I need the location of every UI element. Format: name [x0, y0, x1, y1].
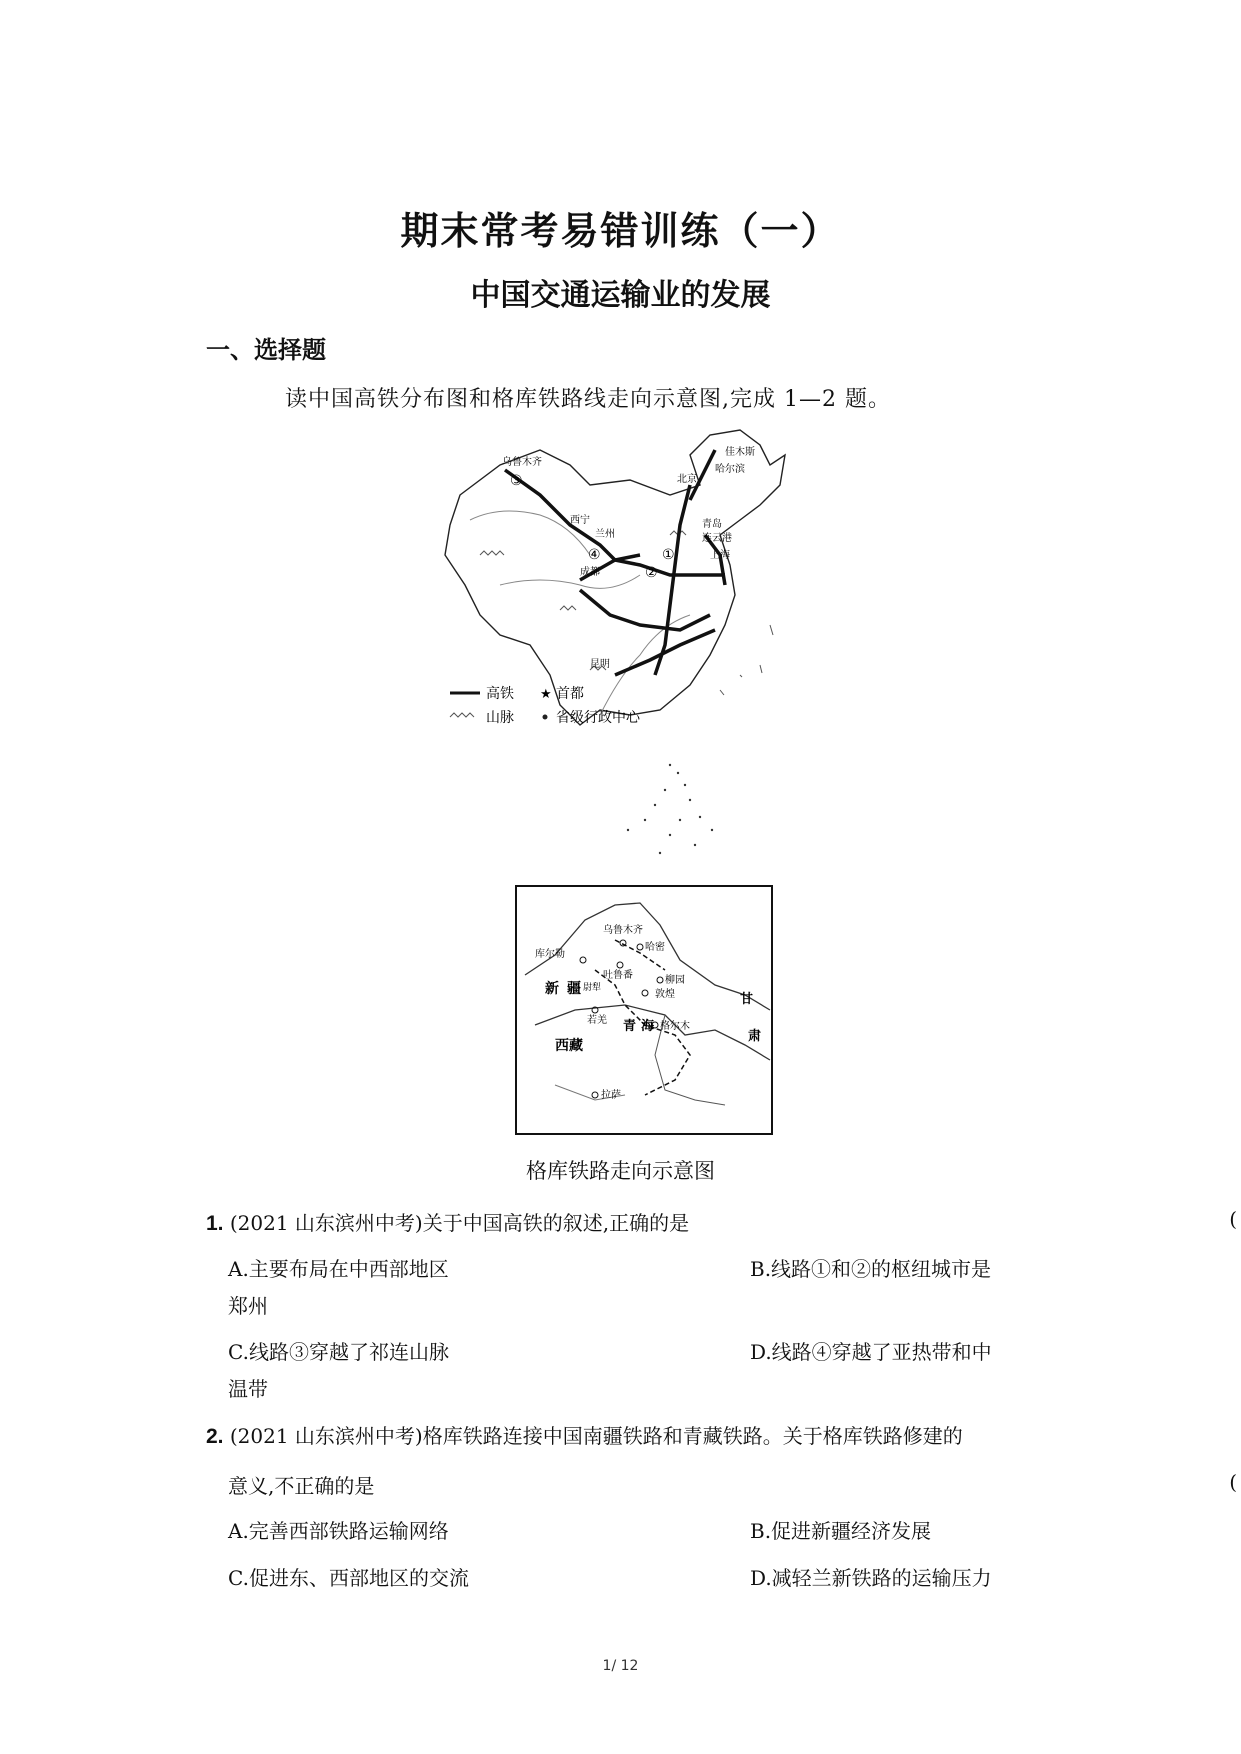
map2-city-label: 吐鲁番 — [603, 970, 633, 981]
region-label: 肃 — [748, 1029, 762, 1044]
map1-city-label: 佳木斯 — [725, 447, 755, 458]
question-number: 1. — [206, 1212, 224, 1235]
golmud-korla-railway-map — [515, 885, 773, 1135]
map2-small-label: 尉犁 — [583, 983, 602, 993]
option-b: B.线路①和②的枢纽城市是 — [750, 1257, 992, 1281]
map1-city-label: 兰州 — [595, 529, 615, 540]
map2-city-label: 乌鲁木齐 — [603, 925, 643, 936]
city-marker — [580, 957, 586, 963]
option-d: D.减轻兰新铁路的运输压力 — [750, 1566, 992, 1590]
map2-city-label: 哈密 — [645, 942, 665, 953]
region-label: 甘 — [740, 992, 754, 1007]
map1-city-label: 连云港 — [702, 533, 732, 544]
intro-text: 读中国高铁分布图和格库铁路线走向示意图,完成 1—2 题。 — [285, 387, 891, 412]
map-caption: 格库铁路走向示意图 — [526, 1159, 715, 1183]
map1-city-label: 上海 — [710, 550, 730, 561]
question-number: 2. — [206, 1425, 224, 1448]
option-a: A.完善西部铁路运输网络 — [228, 1519, 449, 1543]
page-subtitle: 中国交通运输业的发展 — [470, 278, 771, 313]
option-c: C.促进东、西部地区的交流 — [228, 1566, 469, 1590]
border-line — [500, 575, 640, 588]
question-2-stem-line2: 意义,不正确的是 — [228, 1474, 375, 1498]
mountain-symbols — [480, 531, 686, 670]
city-marker — [592, 1092, 598, 1098]
city-marker — [637, 944, 643, 950]
legend-label: 首都 — [556, 686, 584, 702]
question-text: 关于中国高铁的叙述,正确的是 — [422, 1211, 690, 1235]
map1-city-label: 昆明 — [590, 659, 610, 670]
section-heading: 一、选择题 — [206, 336, 326, 364]
page-title: 期末常考易错训练（一） — [400, 209, 841, 253]
region-label: 疆 — [567, 981, 581, 997]
option-b: B.促进新疆经济发展 — [750, 1519, 932, 1543]
map1-city-label: 成都 — [580, 567, 600, 578]
china-high-speed-rail-map — [440, 425, 840, 865]
star-icon: ★ — [540, 687, 552, 702]
mountain-icon — [450, 713, 474, 717]
map2-city-label: 库尔勒 — [535, 949, 565, 960]
city-marker — [642, 990, 648, 996]
islands — [720, 625, 773, 695]
option-c: C.线路③穿越了祁连山脉 — [228, 1340, 449, 1364]
legend-label: 省级行政中心 — [556, 710, 640, 726]
region-label: 新 — [545, 981, 559, 997]
question-source: (2021 山东滨州中考) — [229, 1424, 423, 1448]
option-d-continued: 温带 — [228, 1377, 268, 1401]
option-d: D.线路④穿越了亚热带和中 — [750, 1340, 992, 1364]
map1-city-label: 青岛 — [702, 519, 722, 530]
answer-paren: ( — [1229, 1470, 1237, 1494]
region-label: 西藏 — [555, 1038, 583, 1054]
map1-city-label: 北京 — [677, 474, 697, 485]
south-sea-islands — [627, 764, 713, 854]
route-mark: ④ — [588, 547, 601, 563]
answer-paren: ( — [1229, 1207, 1237, 1231]
city-marker — [617, 962, 623, 968]
question-1-stem — [206, 1207, 689, 1236]
map2-city-label: 格尔木 — [660, 1021, 690, 1032]
map1-city-label: 哈尔滨 — [715, 464, 745, 475]
question-2-stem — [206, 1420, 963, 1449]
option-a: A.主要布局在中西部地区 — [228, 1257, 449, 1281]
map2-city-label: 若羌 — [587, 1015, 607, 1026]
region-label: 海 — [641, 1019, 655, 1034]
city-marker — [620, 940, 626, 946]
option-b-continued: 郑州 — [228, 1294, 268, 1318]
route-mark: ③ — [510, 473, 523, 489]
legend-label: 山脉 — [486, 710, 514, 726]
city-marker — [657, 977, 663, 983]
route-mark: ① — [662, 547, 675, 563]
map1-city-label: 乌鲁木齐 — [502, 457, 542, 468]
map1-city-label: 西宁 — [570, 515, 590, 526]
dot-icon — [543, 715, 548, 720]
region-label: 青 — [623, 1019, 637, 1034]
page-number: 1/ 12 — [602, 1658, 639, 1674]
route-mark: ② — [645, 565, 658, 581]
question-source: (2021 山东滨州中考) — [229, 1211, 423, 1235]
map2-city-label: 柳园 — [665, 975, 685, 986]
map2-city-label: 拉萨 — [601, 1090, 621, 1101]
map2-city-label: 敦煌 — [655, 989, 675, 1000]
legend-label: 高铁 — [486, 686, 514, 702]
question-text: 格库铁路连接中国南疆铁路和青藏铁路。关于格库铁路修建的 — [422, 1424, 963, 1448]
